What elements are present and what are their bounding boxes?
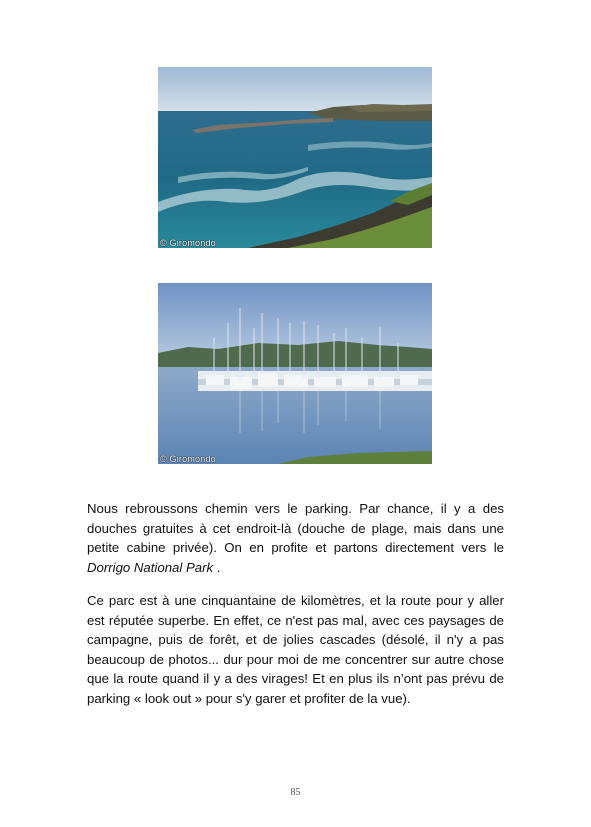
photo-credit: © Giromondo [160, 454, 216, 464]
page-number: 85 [290, 787, 301, 798]
paragraph-parking [87, 499, 504, 577]
marina-image [158, 283, 432, 464]
paragraph-text-end: . [213, 559, 221, 575]
place-name: Dorrigo National Park [87, 559, 214, 575]
coastline-image [158, 67, 432, 248]
coastline-photo [158, 67, 432, 248]
paragraph-text: Nous rebroussons chemin vers le parking. Par chance, il y a des douches gratuites à cet endroit-là (douche de plage, mais dans une petite cabine privée). On en profite et partons directement vers le [87, 501, 504, 556]
marina-photo [158, 283, 432, 464]
photo-credit: © Giromondo [160, 238, 216, 248]
paragraph-park-road: Ce parc est à une cinquantaine de kilomètres, et la route pour y aller est réputée superbe. En effet, ce n'est pas mal, avec ces paysages de campagne, puis de forêt, et de jolies cascades (désolé, il n'y a pas beaucoup de photos... dur pour moi de me concentrer sur autre chose que la route quand il y a des virages! Et en plus ils n’ont pas prévu de parking « look out » pour s'y garer et profiter de la vue). [87, 593, 504, 706]
